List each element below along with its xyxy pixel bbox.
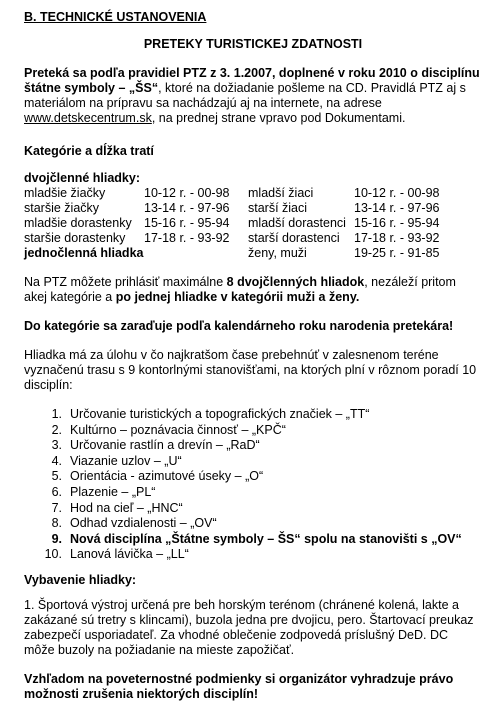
discipline-number: 9. xyxy=(51,531,62,546)
discipline-item xyxy=(24,547,482,563)
category-cell: staršie dorastenky xyxy=(24,231,126,245)
categories-heading: Kategórie a dĺžka tratí xyxy=(24,144,154,158)
discipline-item xyxy=(24,454,482,470)
discipline-item xyxy=(24,469,482,485)
discipline-text: Orientácia - azimutové úseky – „O“ xyxy=(70,469,264,484)
discipline-item xyxy=(24,423,482,439)
discipline-text: Určovanie turistických a topografických značiek – „TT“ xyxy=(70,407,370,421)
discipline-number: 1. xyxy=(51,407,62,421)
category-cell: starší žiaci xyxy=(248,201,308,215)
intro-bold-text: Preteká sa podľa pravidiel PTZ z 3. 1.2007, doplnené v roku 2010 o disciplínu štátne symboly – „ŠS“ xyxy=(24,66,480,95)
categories-subheading: dvojčlenné hliadky: xyxy=(24,171,141,185)
discipline-number: 5. xyxy=(51,469,62,484)
category-cell: 13-14 r. - 97-96 xyxy=(354,201,440,215)
task-paragraph: Hliadka má za úlohu v čo najkratšom čase prebehnúť v zalesnenom teréne vyznačenú trasu s 9 kontorlnými stanovišťami, na ktorých plní v rôznom poradí 10 disciplín: xyxy=(24,348,477,392)
discipline-item xyxy=(24,438,482,454)
ptz-text-2: , nezáleží pritom akej kategórie a xyxy=(24,275,456,304)
category-cell: mladší žiaci xyxy=(248,186,314,200)
discipline-text: Lanová lávička – „LL“ xyxy=(70,547,189,562)
discipline-text: Nová disciplína „Štátne symboly – ŠS“ spolu na stanovišti s „OV“ xyxy=(70,531,462,546)
category-cell xyxy=(144,246,248,261)
discipline-text: Viazanie uzlov – „U“ xyxy=(70,453,182,468)
intro-paragraph xyxy=(24,66,482,126)
ptz-bold-limit: 8 dvojčlenných hliadok xyxy=(226,275,365,289)
discipline-item xyxy=(24,407,482,423)
category-cell: starší dorastenci xyxy=(248,231,340,245)
category-cell: ženy, muži xyxy=(248,246,307,260)
discipline-item xyxy=(24,516,482,532)
page-title: PRETEKY TURISTICKEJ ZDATNOSTI xyxy=(143,37,363,51)
discipline-number: 10. xyxy=(44,547,62,562)
ptz-paragraph xyxy=(24,275,482,305)
discipline-text: Plazenie – „PL“ xyxy=(70,484,156,499)
category-cell: 17-18 r. - 93-92 xyxy=(354,231,440,245)
category-row xyxy=(24,201,450,216)
category-cell: staršie žiačky xyxy=(24,201,100,215)
category-cell: 15-16 r. - 95-94 xyxy=(354,216,440,230)
category-cell: jednočlenná hliadka xyxy=(24,246,144,260)
category-cell: 10-12 r. - 00-98 xyxy=(354,186,440,200)
category-cell: mladšie dorastenky xyxy=(24,216,132,230)
closing-note: Vzhľadom na poveternostné podmienky si organizátor vyhradzuje právo možnosti zrušenia niektorých disciplín! xyxy=(24,671,454,701)
category-cell: mladší dorastenci xyxy=(248,216,346,230)
intro-text: , ktoré na dožiadanie pošleme na CD. Pravidlá PTZ aj s materiálom na prípravu sa nachádzajú aj na internete, na adrese xyxy=(24,81,466,110)
website-link[interactable]: www.detskecentrum.sk xyxy=(24,111,152,125)
discipline-number: 4. xyxy=(51,453,62,468)
discipline-text: Hod na cieľ – „HNC“ xyxy=(70,500,183,515)
category-row xyxy=(24,231,450,246)
ptz-bold-rule: po jednej hliadke v kategórii muži a ženy. xyxy=(115,290,360,304)
discipline-text: Odhad vzdialenosti – „OV“ xyxy=(70,516,217,531)
ptz-text: Na PTZ môžete prihlásiť maximálne xyxy=(24,275,227,289)
discipline-number: 6. xyxy=(51,484,62,499)
category-cell: 17-18 r. - 93-92 xyxy=(144,231,230,245)
intro-text-end: , na prednej strane vpravo pod Dokumentami. xyxy=(151,111,406,125)
discipline-text: Určovanie rastlín a drevín – „RaD“ xyxy=(70,438,260,453)
discipline-text: Kultúrno – poznávacia činnosť – „KPČ“ xyxy=(70,422,286,437)
category-cell: 15-16 r. - 95-94 xyxy=(144,216,230,230)
category-cell: mladšie žiačky xyxy=(24,186,106,200)
discipline-number: 2. xyxy=(51,422,62,437)
equipment-heading: Vybavenie hliadky: xyxy=(24,572,137,587)
discipline-number: 8. xyxy=(51,516,62,531)
discipline-number: 7. xyxy=(51,500,62,515)
category-row xyxy=(24,186,450,201)
age-rule: Do kategórie sa zaraďuje podľa kalendárneho roku narodenia pretekára! xyxy=(24,319,454,333)
category-cell: 10-12 r. - 00-98 xyxy=(144,186,230,200)
discipline-item xyxy=(24,501,482,517)
categories-table xyxy=(24,186,450,261)
category-cell: 19-25 r. - 91-85 xyxy=(354,246,440,260)
section-heading: B. TECHNICKÉ USTANOVENIA xyxy=(24,10,207,24)
category-row xyxy=(24,216,450,231)
category-cell: 13-14 r. - 97-96 xyxy=(144,201,230,215)
disciplines-list xyxy=(24,407,482,563)
discipline-number: 3. xyxy=(51,438,62,453)
discipline-item xyxy=(24,532,482,548)
equipment-paragraph: 1. Športová výstroj určená pre beh horským terénom (chránené kolená, lakte a zakázané sú tretry s klincami), buzola jedna pre dvojicu, pero. Štartovací preukaz zabezpečí usporiadateľ. Za vhodné oblečenie zodpovedá príslušný DeD. DC môže buzoly na požiadanie na mieste zapožičať. xyxy=(24,597,474,657)
discipline-item xyxy=(24,485,482,501)
category-row xyxy=(24,246,450,261)
